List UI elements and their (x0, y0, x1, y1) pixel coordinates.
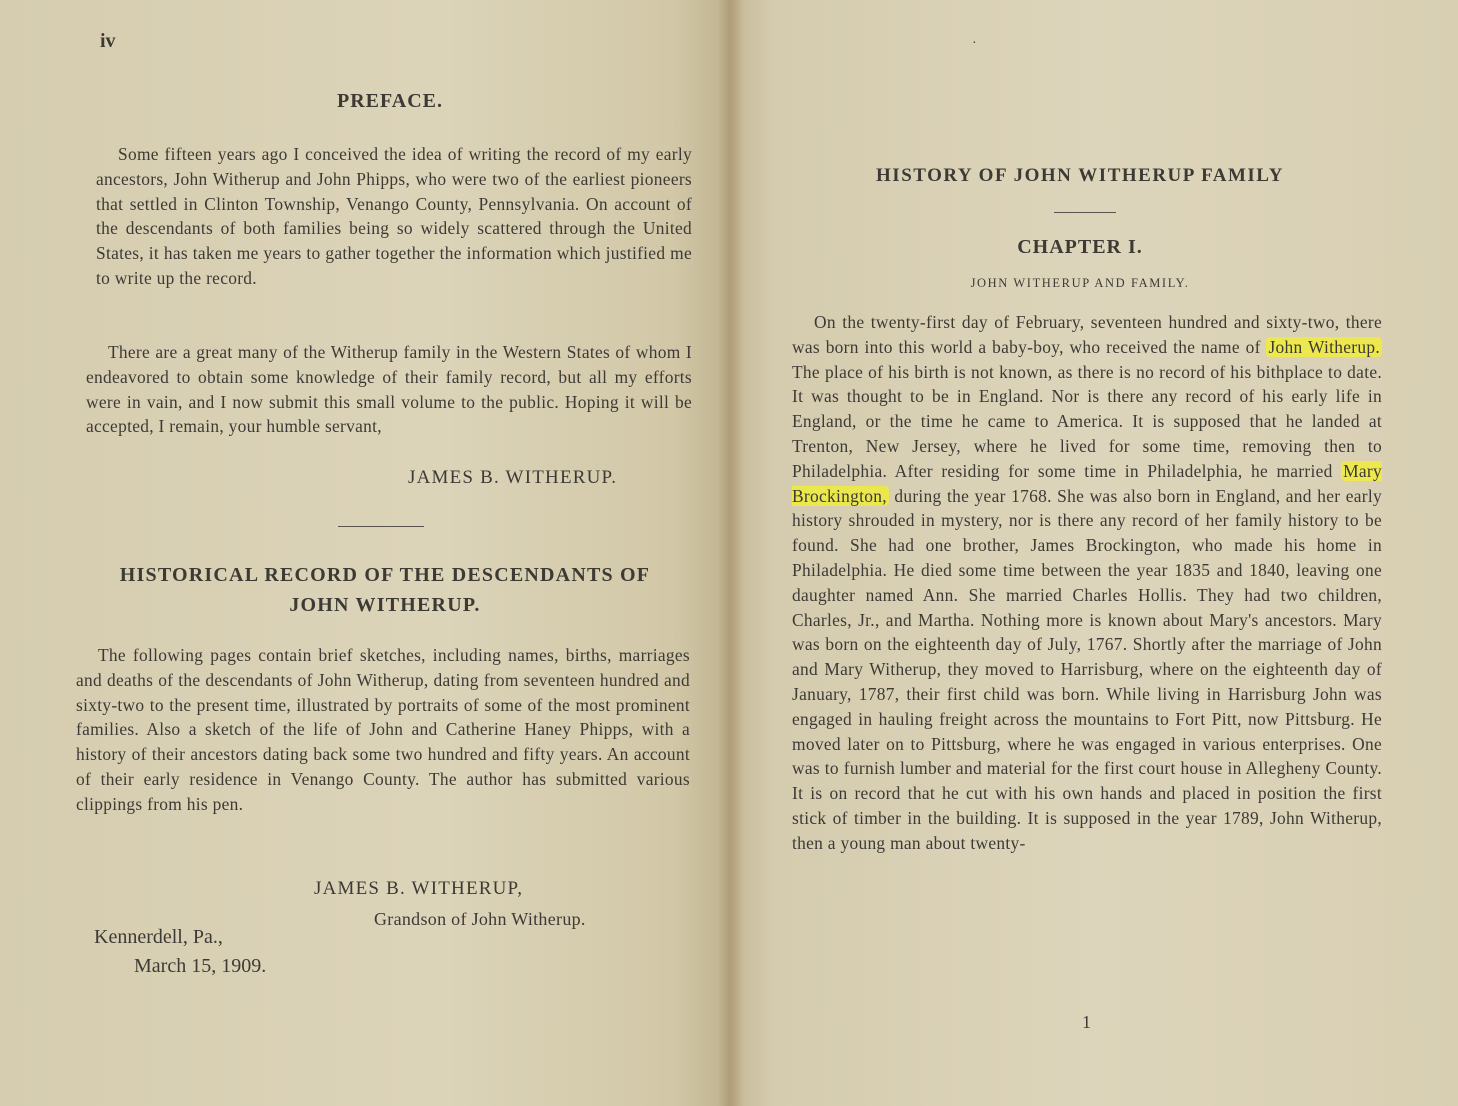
highlight-mary-brockington: Mary Brockington, (792, 460, 1382, 506)
body-text-1: On the twenty-first day of February, seventeen hundred and sixty-two, there was born into this world a baby-boy, who received the name of (792, 312, 1382, 357)
historical-record-paragraph: The following pages contain brief sketches, including names, births, marriages and deaths of the descendants of John Witherup, dating from seventeen hundred and sixty-two to the present time, illustrated by portraits of some of the most prominent families. Also a sketch of the life of John and Catherine Haney Phipps, with a history of their ancestors dating back some two hundred and fifty years. An account of their early residence in Venango County. The author has submitted various clippings from his pen. (76, 645, 690, 814)
section-divider (338, 526, 424, 527)
chapter-body (792, 310, 1382, 856)
body-text-2: The place of his birth is not known, as there is no record of his bithplace to date. It was thought to be in England. Nor is there any record of his early life in England, or the time he came to America. It is supposed that he landed at Trenton, New Jersey, where he lived for some time, removing then to Philadelphia. After residing for some time in Philadelphia, he married (792, 361, 1382, 481)
preface-paragraph-1: Some fifteen years ago I conceived the idea of writing the record of my early ancestors, John Witherup and John Phipps, who were two of the earliest pioneers that settled in Clinton Township, Venango County, Pennsylvania. On account of the descendants of both families being so widely scattered through the United States, it has taken me years to gather together the information which justified me to write up the record. (96, 144, 692, 288)
historical-record-title-line-1: HISTORICAL RECORD OF THE DESCENDANTS OF (119, 564, 651, 586)
title-divider (1054, 212, 1116, 213)
date-line: March 15, 1909. (134, 955, 267, 977)
signature-subtitle: Grandson of John Witherup. (374, 909, 586, 929)
place-line: Kennerdell, Pa., (94, 926, 223, 948)
highlight-john-witherup: John Witherup. (1268, 336, 1380, 357)
folio-number: iv (100, 30, 116, 52)
preface-paragraph-2: There are a great many of the Witherup family in the Western States of whom I endeavored to obtain some knowledge of their family record, but all my efforts were in vain, and I now submit this small volume to the public. Hoping it will be accepted, I remain, your humble servant, (86, 342, 692, 437)
page-mark: · (972, 36, 977, 51)
historical-record-title (70, 560, 700, 620)
historical-record-title-line-2: JOHN WITHERUP. (289, 594, 481, 616)
preface-signature: JAMES B. WITHERUP. (408, 467, 618, 488)
chapter-heading: CHAPTER I. (1017, 236, 1143, 258)
page-number: 1 (1082, 1012, 1091, 1032)
body-text-3: during the year 1768. She was also born in England, and her early history shrouded in mystery, nor is there any record of her family history to be found. She had one brother, James Brockington, who made his home in Philadelphia. He died some time between the year 1835 and 1840, leaving one daughter named Ann. She married Charles Hollis. They had two children, Charles, Jr., and Martha. Nothing more is known about Mary's ancestors. Mary was born on the eighteenth day of July, 1767. Shortly after the marriage of John and Mary Witherup, they moved to Harrisburg, where on the eighteenth day of January, 1787, their first child was born. While living in Harrisburg John was engaged in hauling freight across the mountains to Fort Pitt, now Pittsburg. He moved later on to Pittsburg, where he was engaged in various enterprises. One was to furnish lumber and material for the first court house in Allegheny County. It is on record that he cut with his own hands and placed in position the first stick of timber in the building. It is supposed in the year 1789, John Witherup, then a young man about twenty- (792, 485, 1383, 853)
history-title: HISTORY OF JOHN WITHERUP FAMILY (876, 165, 1284, 186)
chapter-subheading: JOHN WITHERUP AND FAMILY. (970, 276, 1190, 290)
book-gutter (718, 0, 744, 1106)
historical-record-signature: JAMES B. WITHERUP, (314, 878, 524, 899)
preface-title: PREFACE. (337, 90, 443, 112)
